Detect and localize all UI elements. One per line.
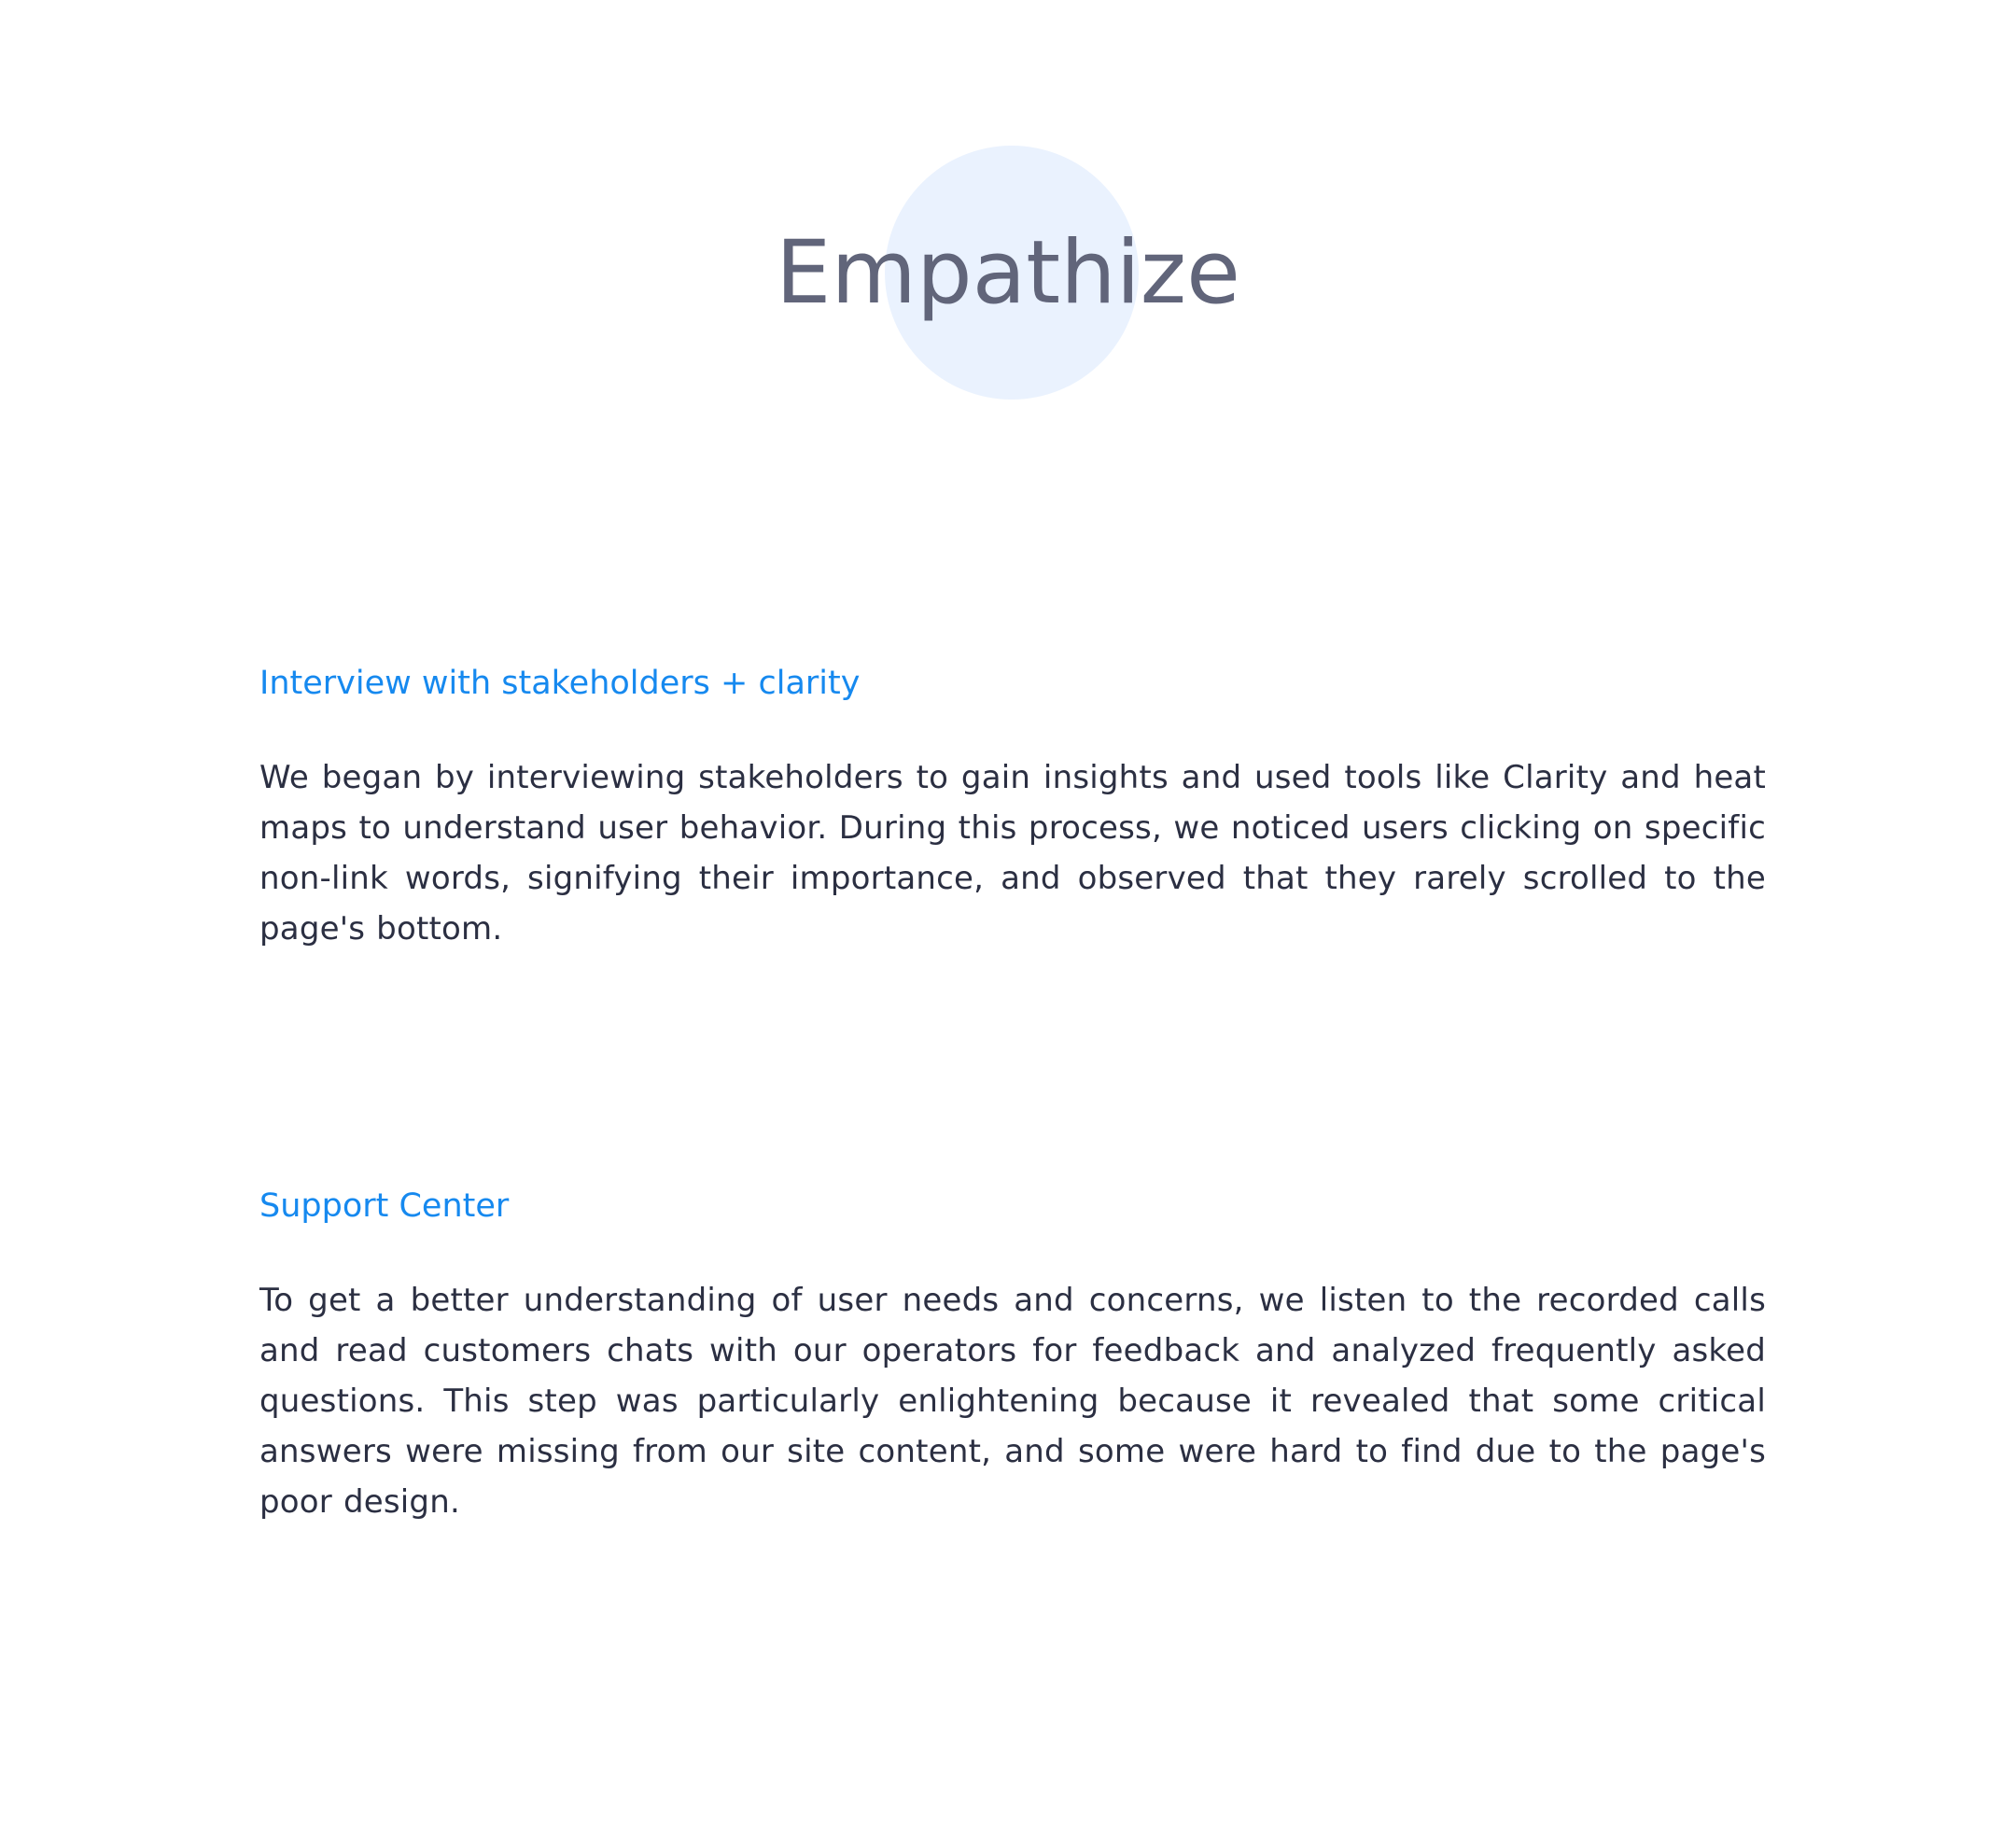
section-support-center <box>259 1182 1766 1527</box>
hero-section <box>0 0 2016 429</box>
section-body: We began by interviewing stakeholders to gain insights and used tools like Clarity and heat maps to understand user behavior. During this process, we noticed users clicking on specific non-link words, signifying their importance, and observed that they rarely scrolled to the page's bottom. <box>259 759 1766 948</box>
section-heading: Interview with stakeholders + clarity <box>259 665 861 702</box>
section-heading: Support Center <box>259 1187 510 1225</box>
section-body: To get a better understanding of user needs and concerns, we listen to the recorded calls and read customers chats with our operators for feedback and analyzed frequently asked questions. This step was particularly enlightening because it revealed that some critical answers were missing from our site content, and some were hard to find due to the page's poor design. <box>259 1282 1766 1521</box>
section-interview <box>259 659 1766 954</box>
page-title: Empathize <box>776 222 1240 324</box>
